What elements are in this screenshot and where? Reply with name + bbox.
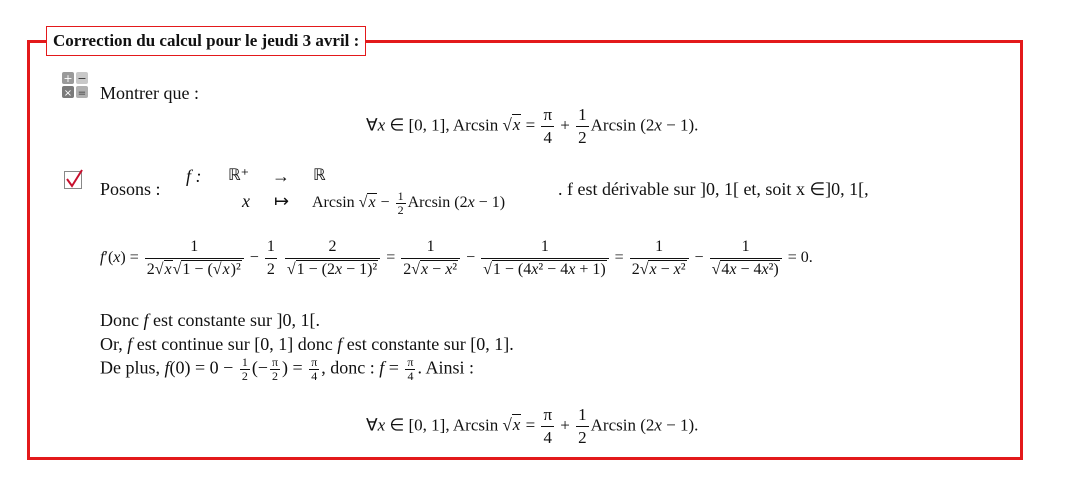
posons-label: Posons : [100, 179, 161, 199]
derivable-text: . f est dérivable sur ]0, 1[ et, soit x ∈]0, 1[, [558, 179, 869, 199]
map-mapsto: ↦ [274, 191, 290, 211]
svg-text:−: − [77, 72, 87, 85]
checkbox-check-icon [64, 169, 85, 190]
map-expression: Arcsin √x − $\frac{1}{2}$ Arcsin (2x − 1) [312, 189, 506, 217]
svg-text:+: + [63, 72, 73, 85]
conclusion-line-1: Donc f est constante sur ]0, 1[. [100, 310, 320, 330]
derivative-formula: f′(x) = $\frac{1}{\text{2√x√1 − (√x)²}}$ − $\frac{1}{2}$ $\frac{2}{\text{√1 − (2x − 1)²}}$ = $\frac{1}{\text{2√x − x²}}$ − $\frac{1}{\text{√1 − (4x² − 4x + 1)}}$ = $\frac{1}{\text{2√x − x²}}$ − $\frac{1}{\text{√4x − 4x²)}}$ = 0. [100, 238, 813, 278]
svg-text:=: = [77, 88, 87, 98]
calculator-icon [62, 72, 88, 98]
map-domain: ℝ⁺ [228, 167, 250, 184]
svg-text:×: × [63, 88, 73, 98]
statement-intro: Montrer que : [100, 83, 199, 103]
conclusion-line-3: De plus, f(0) = 0 − $\frac{1}{2}$ (− $\frac{\pi}{2}$ ) = $\frac{\pi}{4}$ , donc : f = $\frac{\pi}{4}$ . Ainsi : [100, 355, 474, 383]
map-arrow: → [272, 166, 290, 186]
section-title: Correction du calcul pour le jeudi 3 avril : [46, 26, 366, 56]
map-f: f : [186, 166, 202, 186]
map-x: x [242, 191, 250, 211]
conclusion-line-2: Or, f est continue sur [0, 1] donc f est constante sur [0, 1]. [100, 334, 514, 354]
statement-formula: ∀x ∈ [0, 1], Arcsin √x = $\frac{\pi}{4}$ + $\frac{1}{2}$ Arcsin (2x − 1). [366, 105, 699, 147]
map-codomain: ℝ [313, 167, 326, 184]
final-formula: ∀x ∈ [0, 1], Arcsin √x = $\frac{\pi}{4}$ + $\frac{1}{2}$ Arcsin (2x − 1). [366, 405, 699, 447]
